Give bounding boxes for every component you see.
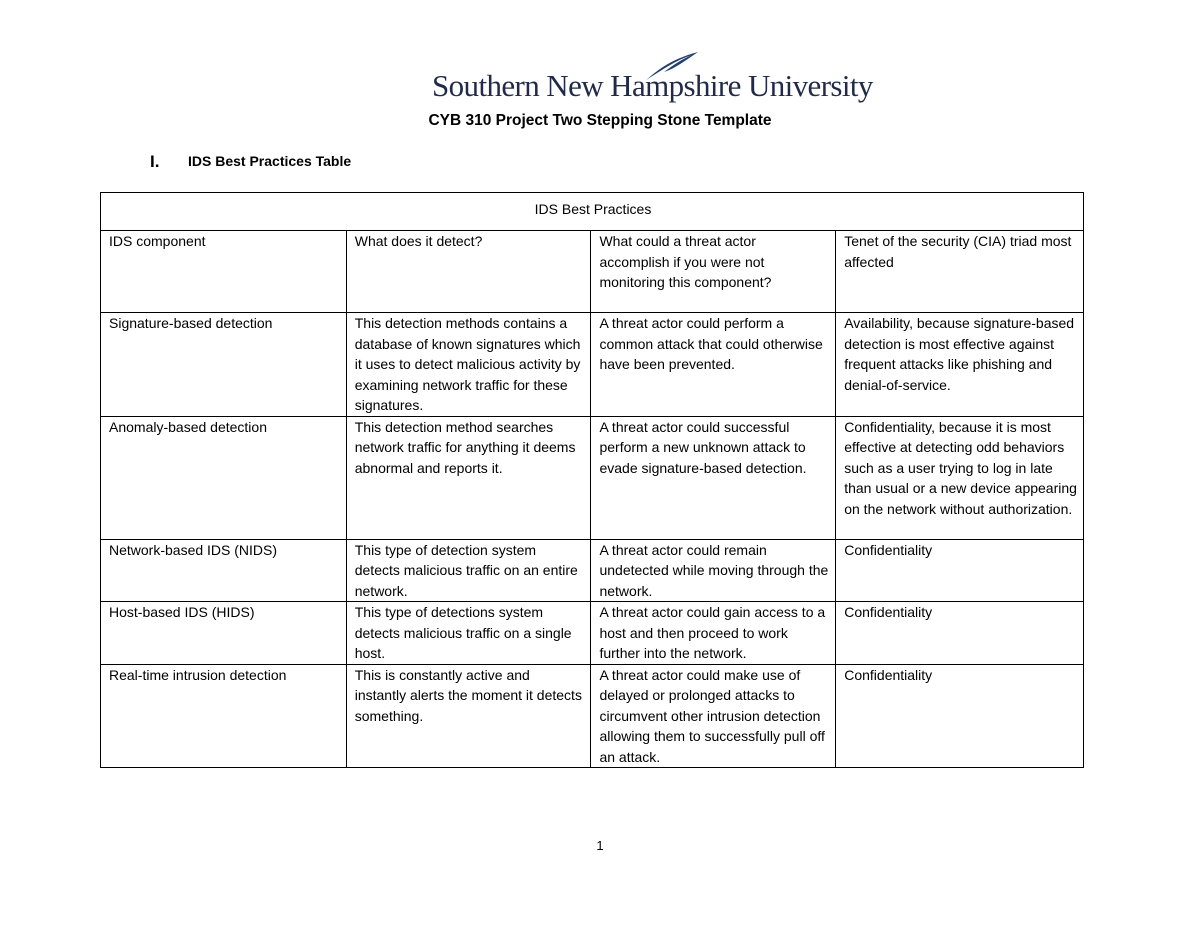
table-row <box>101 313 1084 417</box>
table-cell: Host-based IDS (HIDS) <box>101 602 347 665</box>
table-cell: This type of detection system detects malicious traffic on an entire network. <box>346 539 591 602</box>
table-cell: This detection method searches network traffic for anything it deems abnormal and reports it. <box>346 416 591 539</box>
table-cell: Availability, because signature-based detection is most effective against frequent attacks like phishing and denial-of-service. <box>836 313 1084 417</box>
table-row <box>101 664 1084 768</box>
table-cell: Confidentiality <box>836 602 1084 665</box>
table-header-row <box>101 231 1084 313</box>
table-cell: Real-time intrusion detection <box>101 664 347 768</box>
table-cell: A threat actor could gain access to a host and then proceed to work further into the network. <box>591 602 836 665</box>
table-caption: IDS Best Practices <box>101 193 1084 231</box>
table-cell: This type of detections system detects malicious traffic on a single host. <box>346 602 591 665</box>
table-cell: Confidentiality <box>836 539 1084 602</box>
table-row <box>101 602 1084 665</box>
university-name: Southern New Hampshire University <box>432 68 873 103</box>
ids-best-practices-table <box>100 192 1084 768</box>
table-cell: A threat actor could successful perform a new unknown attack to evade signature-based detection. <box>591 416 836 539</box>
column-header: Tenet of the security (CIA) triad most affected <box>836 231 1084 313</box>
table-cell: This detection methods contains a database of known signatures which it uses to detect malicious activity by examining network traffic for these signatures. <box>346 313 591 417</box>
university-logo <box>432 50 873 106</box>
page-number: 1 <box>596 838 604 853</box>
table-cell: Confidentiality <box>836 664 1084 768</box>
table-row <box>101 416 1084 539</box>
table-cell: A threat actor could make use of delayed or prolonged attacks to circumvent other intrusion detection allowing them to successfully pull off an attack. <box>591 664 836 768</box>
table-cell: Confidentiality, because it is most effective at detecting odd behaviors such as a user trying to log in late than usual or a new device appearing on the network without authorization. <box>836 416 1084 539</box>
column-header: What does it detect? <box>346 231 591 313</box>
table-cell: Signature-based detection <box>101 313 347 417</box>
table-cell: Network-based IDS (NIDS) <box>101 539 347 602</box>
column-header: IDS component <box>101 231 347 313</box>
document-title: CYB 310 Project Two Stepping Stone Template <box>428 112 772 129</box>
table-caption-row <box>101 193 1084 231</box>
column-header: What could a threat actor accomplish if you were not monitoring this component? <box>591 231 836 313</box>
table-cell: This is constantly active and instantly alerts the moment it detects something. <box>346 664 591 768</box>
table-cell: A threat actor could perform a common attack that could otherwise have been prevented. <box>591 313 836 417</box>
section-number: I. <box>150 152 160 171</box>
section-heading <box>150 152 351 172</box>
table-row <box>101 539 1084 602</box>
table-cell: A threat actor could remain undetected while moving through the network. <box>591 539 836 602</box>
section-heading-text: IDS Best Practices Table <box>188 153 352 169</box>
table-cell: Anomaly-based detection <box>101 416 347 539</box>
